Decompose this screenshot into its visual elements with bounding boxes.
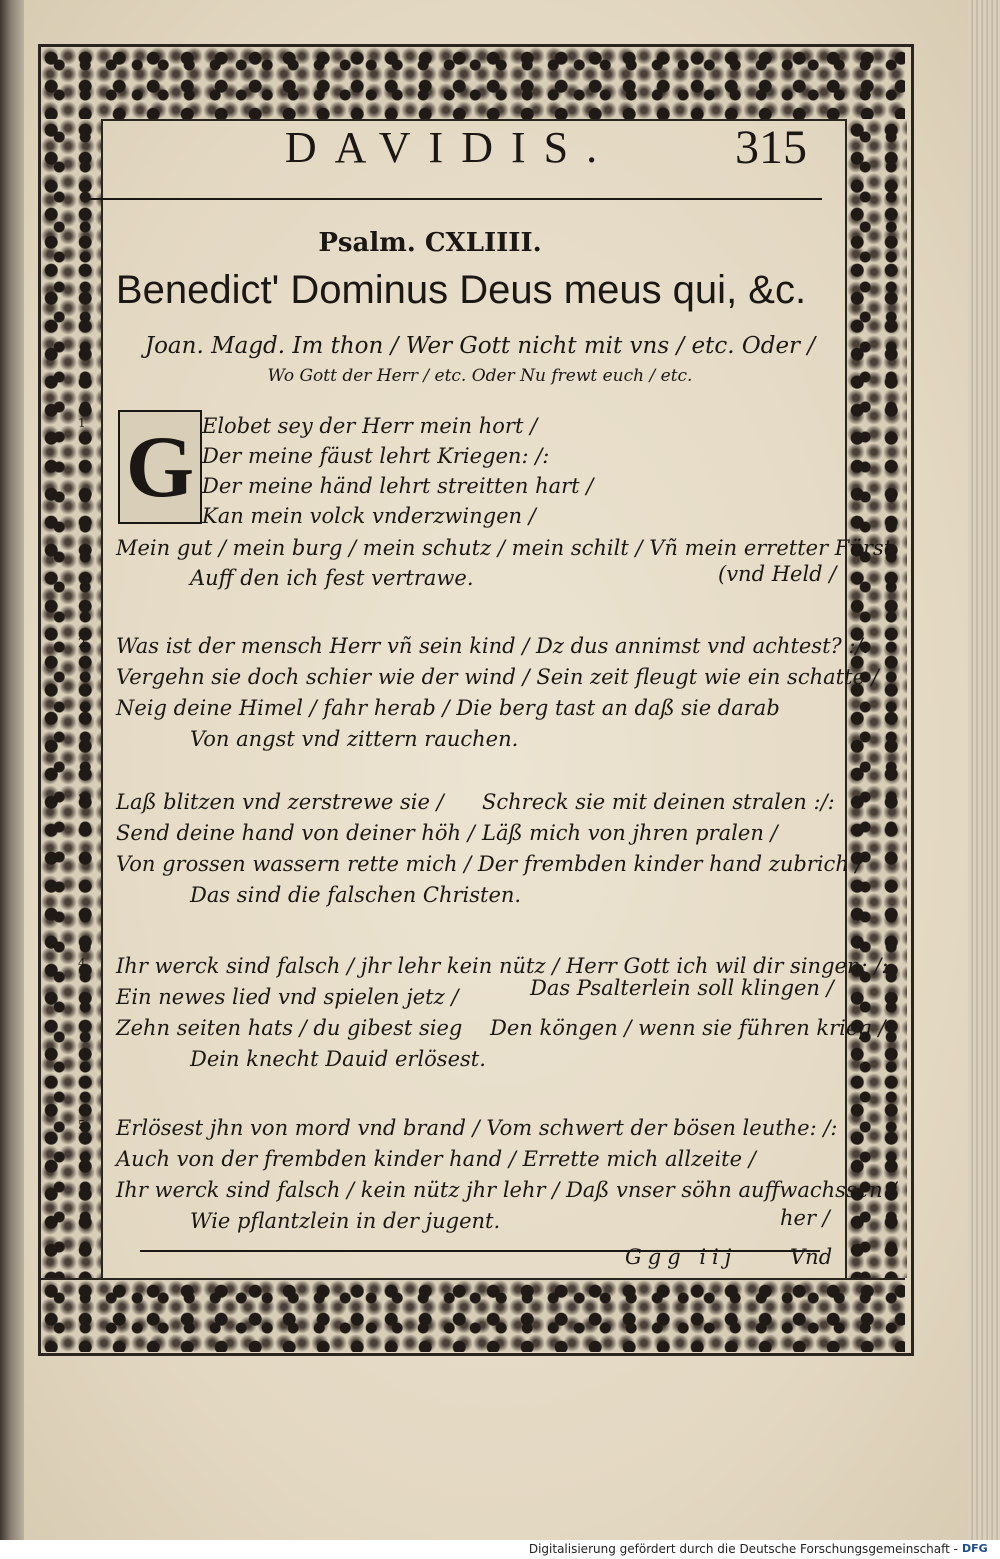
verse-line: Von grossen wassern rette mich / Der frembden kinder hand zubrich / (116, 852, 863, 876)
verse-line: Ihr werck sind falsch / kein nütz jhr lehr / Daß vnser söhn auffwachssen / (116, 1178, 897, 1202)
stanza-number: 3 (78, 792, 86, 806)
page-number: 315 (735, 121, 807, 174)
melody-line-2: Wo Gott der Herr / etc. Oder Nu frewt euch / etc. (267, 366, 693, 386)
verse-line: Neig deine Himel / fahr herab / Die berg tast an daß sie darab (116, 696, 780, 720)
page-stack-right (964, 0, 1000, 1540)
verse-line: Mein gut / mein burg / mein schutz / mein schilt / Vñ mein erretter Fürst (116, 536, 893, 560)
psalm-incipit: Benedict' Dominus Deus meus qui, &c. (115, 268, 807, 312)
verse-line: Kan mein volck vnderzwingen / (202, 504, 536, 528)
funding-bar (0, 1540, 1000, 1559)
verse-line-turnover: (vnd Held / (718, 562, 837, 586)
psalm-number: Psalm. CXLIIII. (318, 228, 542, 258)
verse-line: Von angst vnd zittern rauchen. (190, 727, 519, 751)
verse-line: Zehn seiten hats / du gibest sieg (116, 1016, 463, 1040)
decorated-initial: G (118, 410, 202, 524)
verse-line: Der meine fäust lehrt Kriegen: /: (202, 444, 550, 468)
catchword: Vnd (790, 1245, 833, 1269)
stanza-1 (78, 410, 893, 600)
head-rule (90, 198, 822, 200)
verse-line: Den köngen / wenn sie führen krieg / (490, 1016, 886, 1040)
verse-line: Auff den ich fest vertrawe. (190, 566, 474, 590)
woodcut-border-right (845, 119, 907, 1278)
verse-line: Erlösest jhn von mord vnd brand / Vom schwert der bösen leuthe: /: (116, 1116, 838, 1140)
verse-line: Ihr werck sind falsch / jhr lehr kein nütz / Herr Gott ich wil dir singen: /: (116, 954, 889, 978)
verse-line: Auch von der frembden kinder hand / Errette mich allzeite / (116, 1147, 756, 1171)
running-head: DAVIDIS. (284, 123, 616, 172)
verse-line: Das sind die falschen Christen. (190, 883, 522, 907)
stanza-3 (78, 786, 863, 916)
verse-line: Was ist der mensch Herr vñ sein kind / Dz dus annimst vnd achtest? :/: (116, 634, 870, 658)
funding-notice: Digitalisierung gefördert durch die Deutsche Forschungsgemeinschaft - (528, 1542, 958, 1556)
verse-line: Elobet sey der Herr mein hort / (202, 414, 538, 438)
stanza-number: 2 (78, 636, 86, 650)
stanza-2 (78, 630, 879, 760)
verse-line: Der meine händ lehrt streitten hart / (202, 474, 594, 498)
woodcut-border-bottom (41, 1278, 905, 1352)
stanza-number: 1 (78, 416, 86, 430)
stanza-number: 4 (78, 956, 86, 970)
verse-line: Schreck sie mit deinen stralen :/: (482, 790, 835, 814)
stanza-4 (78, 950, 889, 1080)
verse-line: Läß mich von jhren pralen / (482, 821, 778, 845)
verse-line: Dein knecht Dauid erlösest. (190, 1047, 486, 1071)
verse-line-turnover: her / (780, 1206, 830, 1230)
verse-line: Ein newes lied vnd spielen jetz / (116, 985, 459, 1009)
signature-mark: Ggg iij (625, 1245, 738, 1269)
verse-line: Laß blitzen vnd zerstrewe sie / (116, 790, 444, 814)
melody-line-1: Joan. Magd. Im thon / Wer Gott nicht mit vns / etc. Oder / (144, 333, 816, 359)
verse-line: Send deine hand von deiner höh / (116, 821, 475, 845)
woodcut-border-top (41, 47, 905, 121)
dfg-logo-icon: DFG (962, 1542, 988, 1555)
verse-line: Vergehn sie doch schier wie der wind / Sein zeit fleugt wie ein schatte / (116, 665, 879, 689)
verse-line: Wie pflantzlein in der jugent. (190, 1209, 501, 1233)
stanza-number: 5 (78, 1118, 86, 1132)
stanza-5 (78, 1112, 897, 1242)
verse-line: Das Psalterlein soll klingen / (530, 976, 834, 1000)
